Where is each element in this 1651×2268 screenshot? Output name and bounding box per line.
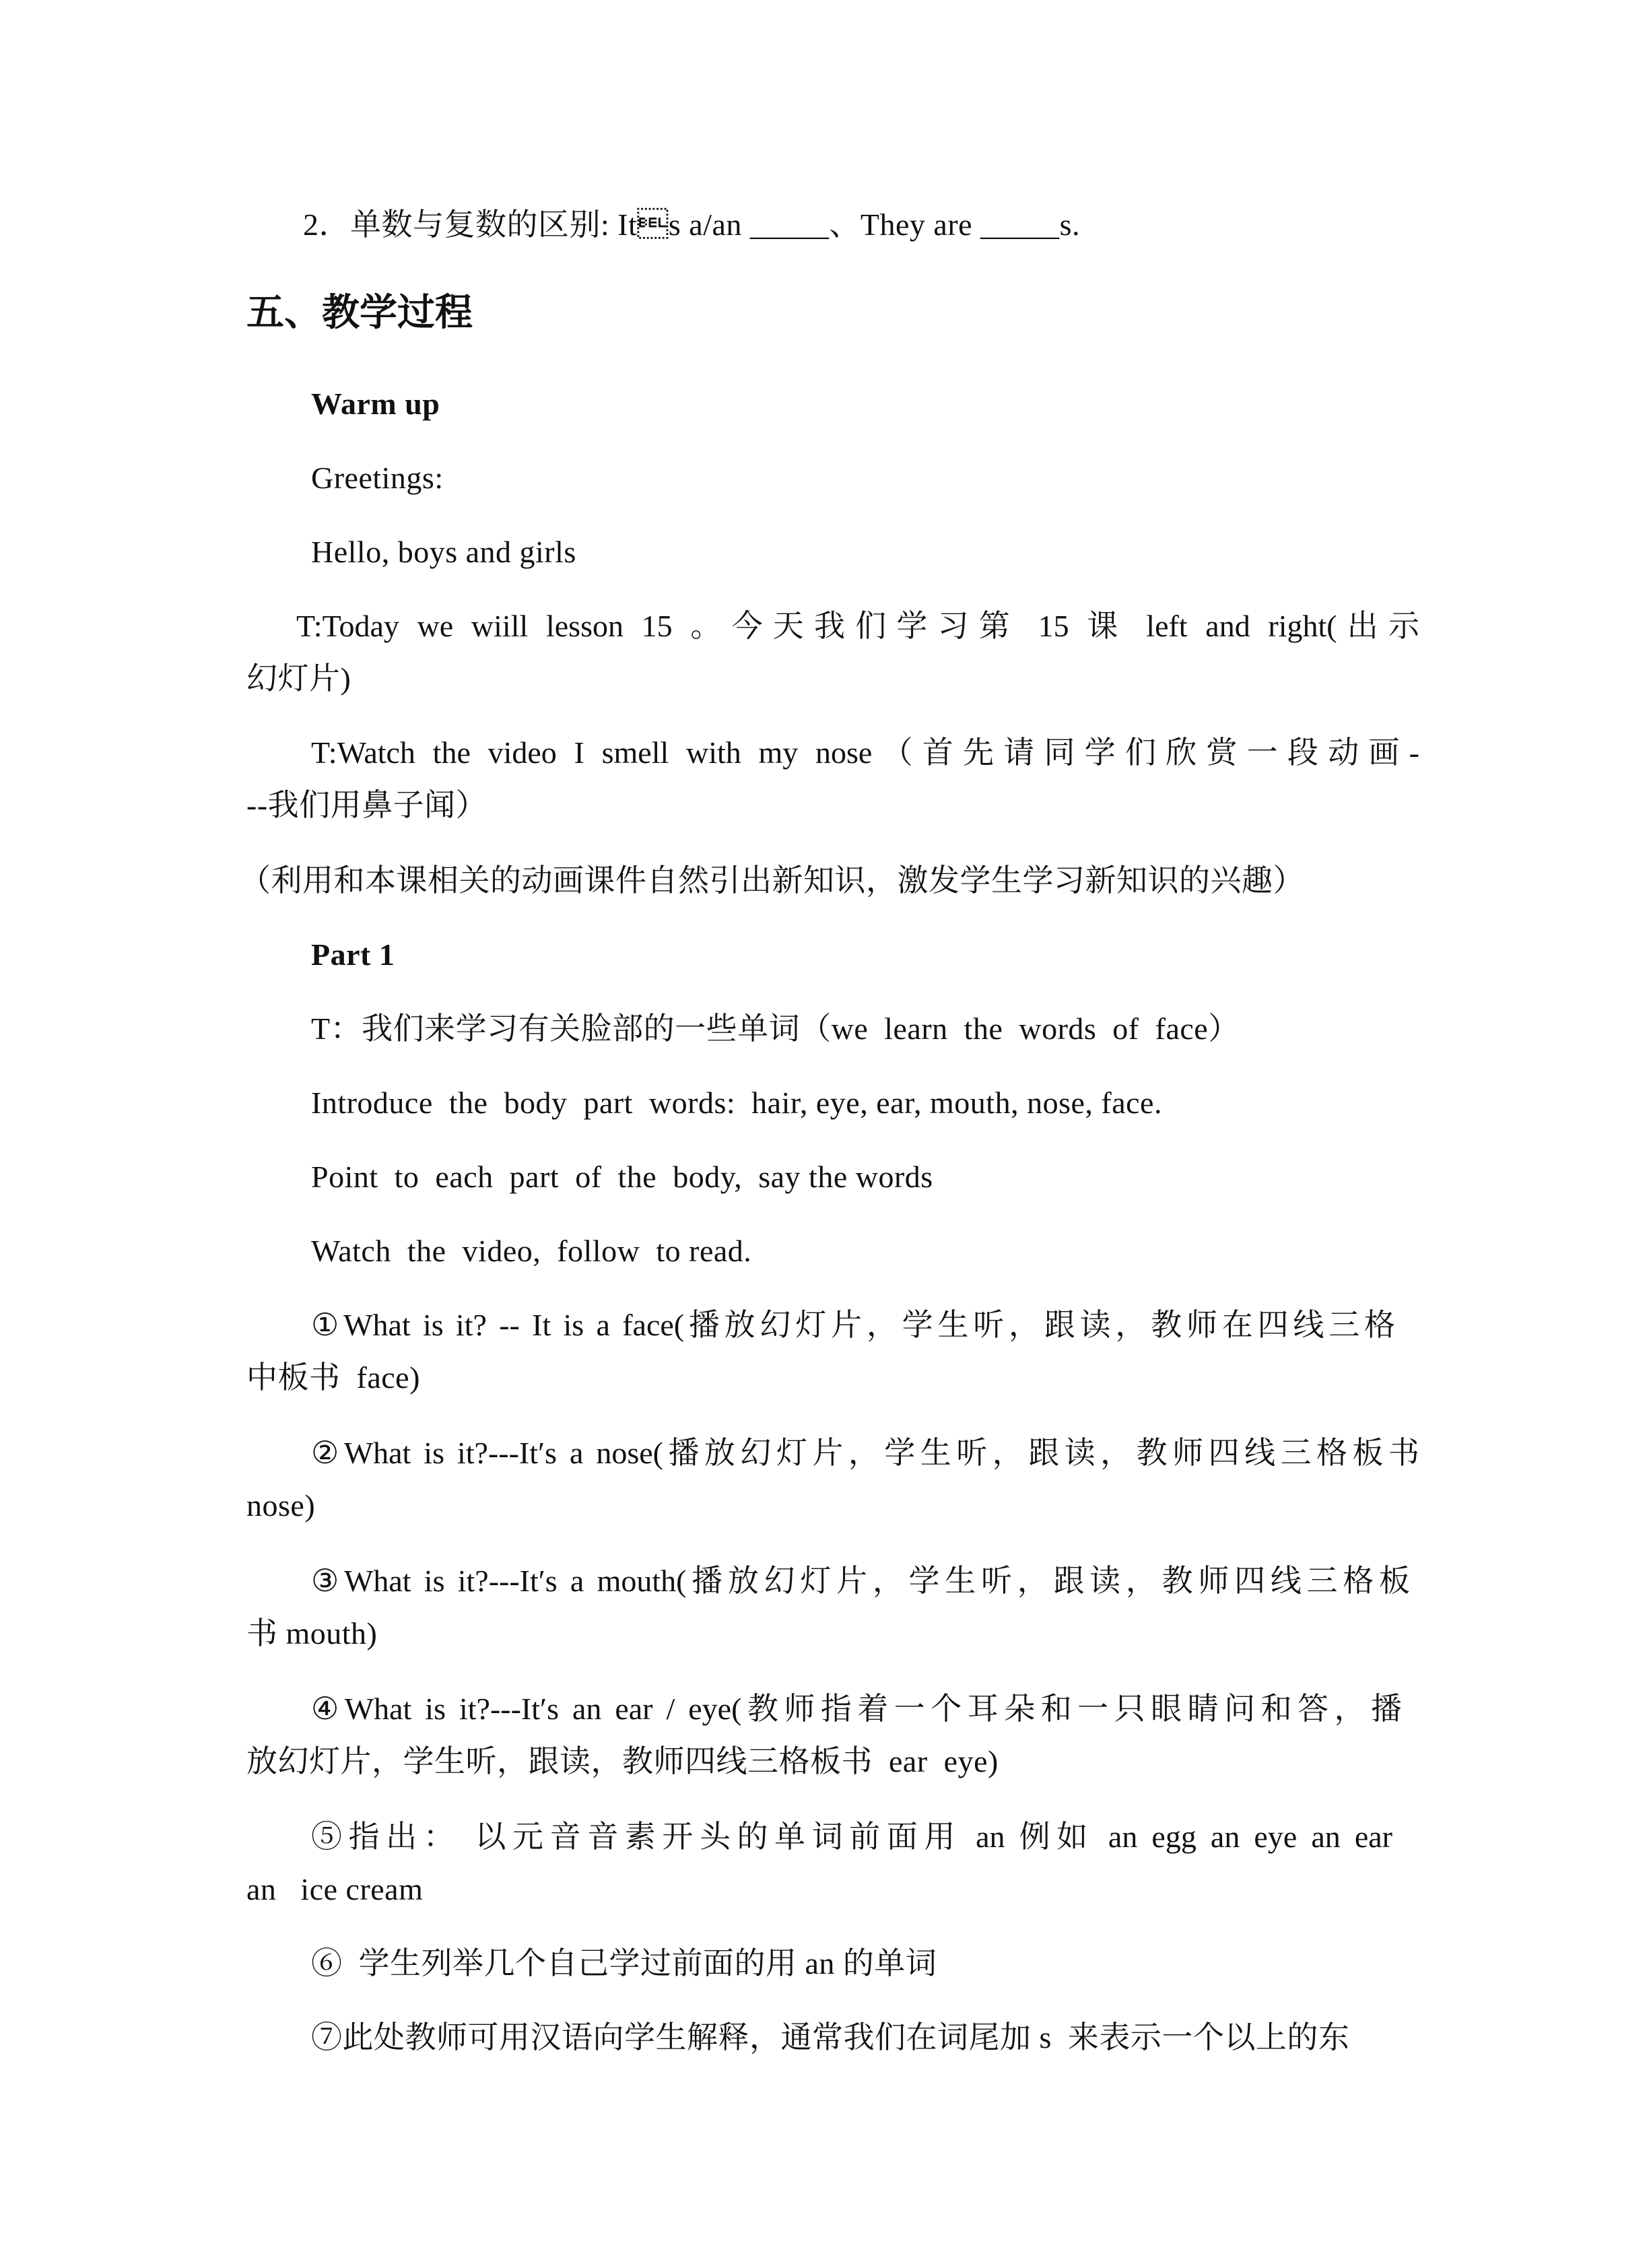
section-heading-teaching-process: 五、教学过程 [246, 291, 473, 335]
item-6-line: ⑥ 学生列举几个自己学过前面的用 an 的单词 [311, 1946, 937, 1980]
introduce-line: Introduce the body part words: hair, eye, ear, mouth, nose, face. [311, 1086, 1162, 1120]
item-3-line-2: 书 mouth) [246, 1616, 378, 1650]
item-2-line-1: ②What is it?---It′s a nose(播放幻灯片，学生听，跟读，教师四线三格板书 [311, 1436, 1419, 1470]
watch-line-2: --我们用鼻子闻） [246, 788, 487, 822]
watch-line-1: T:Watch the video I smell with my nose（首先请同学们欣赏一段动画- [311, 735, 1419, 770]
item-2-singular-plural: 2．单数与复数的区别: Its a/an _____、They are _____s. [303, 207, 1080, 242]
item-1-line-1: ①What is it? -- It is a face(播放幻灯片，学生听，跟读，教师在四线三格 [311, 1308, 1395, 1342]
item-5-line-2: an ice cream [246, 1872, 424, 1906]
item-5-line-1: ⑤指出： 以元音音素开头的单词前面用 an 例如 an egg an eye an ear [311, 1820, 1392, 1854]
learn-words-line: T：我们来学习有关脸部的一些单词（we learn the words of face） [311, 1011, 1240, 1046]
item-1-line-2: 中板书 face) [246, 1360, 420, 1395]
item-4-line-1: ④What is it?---It′s an ear / eye(教师指着一个耳朵和一只眼睛问和答，播 [311, 1692, 1402, 1726]
part1-title: Part 1 [311, 937, 395, 972]
hello-line: Hello, boys and girls [311, 535, 576, 569]
item-2-line-2: nose) [246, 1488, 316, 1523]
watch-video-line: Watch the video, follow to read. [311, 1234, 752, 1268]
warmup-title: Warm up [311, 387, 440, 421]
point-line: Point to each part of the body, say the words [311, 1160, 933, 1194]
today-line-2: 幻灯片) [246, 661, 351, 696]
item-4-line-2: 放幻灯片，学生听，跟读，教师四线三格板书 ear eye) [246, 1744, 999, 1778]
warmup-note: （利用和本课相关的动画课件自然引出新知识，激发学生学习新知识的兴趣） [240, 863, 1304, 898]
item-7-line: ⑦此处教师可用汉语向学生解释，通常我们在词尾加 s 来表示一个以上的东 [311, 2020, 1350, 2055]
item-3-line-1: ③What is it?---It′s a mouth(播放幻灯片，学生听，跟读，教师四线三格板 [311, 1564, 1410, 1598]
today-line-1: T:Today we wiill lesson 15 。今天我们学习第 15 课 left and right(出示 [296, 609, 1419, 643]
greetings-line: Greetings: [311, 461, 444, 495]
